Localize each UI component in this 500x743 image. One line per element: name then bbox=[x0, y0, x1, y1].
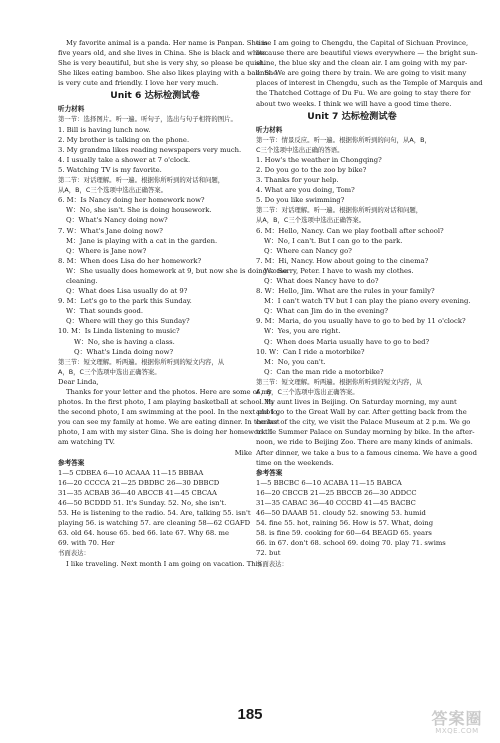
text-line: 10. W：Can I ride a motorbike? bbox=[256, 347, 365, 356]
text-line: 5. Do you like swimming? bbox=[256, 196, 345, 205]
text-line: Mike bbox=[234, 448, 252, 457]
text-line: 第三节：短文理解。听两遍。根据你所听到的短文内容，从 bbox=[58, 357, 225, 366]
watermark-logo bbox=[418, 708, 496, 738]
text-line: 第一节：情景反应。听一遍。根据你所听到的问句，从A，B， bbox=[256, 135, 431, 144]
text-line: 第一节：选择图片。听一遍。听句子，选出与句子相符的图片。 bbox=[58, 115, 237, 124]
text-line: and I go to the Great Wall by car. After getting back from the bbox=[256, 408, 467, 417]
text-line: Q：Can the man ride a motorbike? bbox=[264, 367, 384, 376]
text-line: 4. I usually take a shower at 7 o'clock. bbox=[58, 155, 191, 164]
text-line: W：Yes, you are right. bbox=[264, 327, 341, 336]
text-line: W：No, she isn't. She is doing housework. bbox=[66, 206, 212, 215]
text-line: you can see my family at home. We are eating dinner. In the last bbox=[58, 418, 280, 427]
text-line: to the Summer Palace on Sunday morning by bike. In the after- bbox=[256, 428, 475, 437]
text-line: After dinner, we take a bus to a famous cinema. We have a good bbox=[256, 448, 477, 457]
text-line: 16—20 CCCCA 21—25 DBDBC 26—30 DBBCD bbox=[58, 478, 220, 487]
text-line: A，B，C三个选项中选出正确答案。 bbox=[256, 388, 359, 396]
text-line: 4. What are you doing, Tom? bbox=[256, 186, 355, 195]
text-line: 58. is fine 59. cooking for 60—64 BEAGD 65. years bbox=[256, 529, 432, 538]
text-line: 6. M：Hello, Nancy. Can we play football after school? bbox=[256, 226, 444, 235]
text-line: 1. Bill is having lunch now. bbox=[58, 125, 151, 134]
text-line: Q：When does Maria usually have to go to bed? bbox=[264, 337, 430, 346]
right-column bbox=[256, 38, 483, 569]
text-line: because there are beautiful views everywhere — the bright sun- bbox=[256, 49, 478, 58]
text-line: 从A，B，C三个选项中选出正确答案。 bbox=[256, 216, 366, 225]
text-line: Q：What can Jim do in the evening? bbox=[264, 307, 388, 316]
text-line: 2. My brother is talking on the phone. bbox=[58, 135, 190, 144]
text-line: 10. M：Is Linda listening to music? bbox=[58, 327, 180, 336]
text-line: Q：Where can Nancy go? bbox=[264, 246, 352, 255]
text-line: 31—35 CABAC 36—40 CCCBD 41—45 BACBC bbox=[256, 498, 416, 507]
text-line: W：No, she is having a class. bbox=[74, 337, 175, 346]
page-number: 185 bbox=[237, 706, 263, 723]
text-line: 3. Thanks for your help. bbox=[256, 176, 339, 185]
text-line: 9. M：Let's go to the park this Sunday. bbox=[58, 297, 192, 306]
text-line: Q：Where is Jane now? bbox=[66, 246, 147, 255]
section-label: 参考答案 bbox=[58, 458, 85, 467]
text-line: W：She usually does homework at 9, but now she is doing some bbox=[66, 266, 288, 275]
text-line: I like traveling. Next month I am going on vacation. This bbox=[66, 559, 262, 568]
section-label: 参考答案 bbox=[256, 468, 283, 477]
text-line: 54. fine 55. hot, raining 56. How is 57. What, doing bbox=[256, 519, 434, 528]
text-line: 从A，B，C三个选项中选出正确答案。 bbox=[58, 186, 168, 195]
text-line: 69. with 70. Her bbox=[58, 539, 115, 548]
text-line: 3. My grandma likes reading newspapers very much. bbox=[58, 145, 242, 154]
text-line: is very cute and friendly. I love her very much. bbox=[58, 79, 219, 88]
text-line: 书面表达： bbox=[256, 559, 288, 568]
unit-heading: Unit 7 达标检测试卷 bbox=[307, 110, 397, 122]
text-line: My aunt lives in Beijing. On Saturday morning, my aunt bbox=[264, 398, 457, 407]
text-line: 46—50 BCDDD 51. It's Sunday. 52. No, she isn't. bbox=[58, 498, 227, 507]
text-line: 书面表达： bbox=[58, 549, 90, 558]
text-line: 1. How's the weather in Chongqing? bbox=[256, 155, 382, 164]
text-line: Thanks for your letter and the photos. Here are some of my bbox=[66, 388, 272, 396]
text-line: 72. but bbox=[256, 549, 281, 558]
text-line: 63. old 64. house 65. bed 66. late 67. Why 68. me bbox=[58, 529, 229, 538]
text-line: M：No, you can't. bbox=[264, 357, 326, 366]
text-line: Q：What's Linda doing now? bbox=[74, 347, 174, 356]
text-line: Q：Where will they go this Sunday? bbox=[66, 317, 190, 326]
text-line: 第三节：短文理解。听两遍。根据你所听到的短文内容，从 bbox=[256, 377, 423, 386]
text-line: C三个选项中选出正确的答语。 bbox=[256, 145, 344, 154]
text-line: Q：What does Lisa usually do at 9? bbox=[66, 287, 188, 296]
text-line: 31—35 ACBAB 36—40 ABCCB 41—45 CBCAA bbox=[58, 488, 217, 497]
text-line: A，B，C三个选项中选出正确答案。 bbox=[58, 367, 161, 376]
text-line: 第二节：对话理解。听一遍。根据你所听到的对话和问题， bbox=[58, 176, 225, 185]
text-line: center of the city, we visit the Palace Museum at 2 p.m. We go bbox=[256, 418, 471, 427]
text-line: M：I can't watch TV but I can play the piano every evening. bbox=[264, 297, 471, 306]
text-line: five years old, and she lives in China. She is black and white. bbox=[58, 49, 269, 58]
section-label: 听力材料 bbox=[58, 105, 85, 114]
text-line: She is very beautiful, but she is very shy, so please be quiet. bbox=[58, 59, 266, 68]
watermark-url: MXQE.COM bbox=[435, 726, 479, 735]
text-line: 8. M：When does Lisa do her homework? bbox=[58, 256, 202, 265]
watermark-logo-text: 答案圈 bbox=[431, 708, 483, 728]
text-line: cleaning. bbox=[66, 276, 98, 285]
text-line: 8. W：Hello, Jim. What are the rules in your family? bbox=[256, 287, 435, 296]
text-line: the second photo, I am swimming at the pool. In the next photo, bbox=[58, 408, 280, 417]
text-line: ents. We are going there by train. We are going to visit many bbox=[256, 69, 467, 78]
text-line: the Thatched Cottage of Du Fu. We are going to stay there for bbox=[256, 89, 471, 98]
text-line: Q：What does Nancy have to do? bbox=[264, 276, 379, 285]
section-label: 听力材料 bbox=[256, 125, 283, 134]
text-line: 7. W：What's Jane doing now? bbox=[58, 226, 163, 235]
text-line: playing 56. is watching 57. are cleaning 58—62 CGAFD bbox=[58, 519, 251, 528]
text-line: Dear Linda, bbox=[58, 377, 99, 386]
text-line: My favorite animal is a panda. Her name is Panpan. She is bbox=[66, 39, 268, 47]
text-line: 7. M：Hi, Nancy. How about going to the cinema? bbox=[256, 256, 429, 265]
text-line: 5. Watching TV is my favorite. bbox=[58, 165, 162, 174]
text-line: 1—5 CDBEA 6—10 ACAAA 11—15 BBBAA bbox=[58, 468, 204, 477]
text-line: time I am going to Chengdu, the Capital of Sichuan Province, bbox=[256, 39, 469, 47]
text-line: about two weeks. I think we will have a good time there. bbox=[256, 99, 452, 108]
text-line: am watching TV. bbox=[58, 438, 115, 447]
text-line: 66. in 67. don't 68. school 69. doing 70. play 71. swims bbox=[256, 539, 446, 548]
text-line: 6. M：Is Nancy doing her homework now? bbox=[58, 196, 205, 205]
text-line: 第二节：对话理解。听一遍。根据你所听到的对话和问题， bbox=[256, 206, 423, 215]
text-line: photo, I am with my sister Gina. She is doing her homework. I bbox=[58, 428, 273, 437]
text-line: W：That sounds good. bbox=[66, 307, 144, 316]
text-line: noon, we ride to Beijing Zoo. There are many kinds of animals. bbox=[256, 438, 473, 447]
text-line: She likes eating bamboo. She also likes playing with a ball. She bbox=[58, 69, 278, 78]
unit-heading: Unit 6 达标检测试卷 bbox=[110, 90, 200, 102]
text-line: M：Jane is playing with a cat in the garden. bbox=[66, 236, 218, 245]
text-line: Q：What's Nancy doing now? bbox=[66, 216, 168, 225]
text-line: places of interest in Chengdu, such as the Temple of Marquis and bbox=[256, 79, 483, 88]
text-line: W：Sorry, Peter. I have to wash my clothes. bbox=[264, 266, 414, 275]
text-line: 2. Do you go to the zoo by bike? bbox=[256, 165, 367, 174]
text-line: 53. He is listening to the radio. 54. Are, talking 55. isn't bbox=[58, 509, 251, 518]
text-line: 46—50 DAAAB 51. cloudy 52. snowing 53. humid bbox=[256, 509, 426, 518]
text-line: time on the weekends. bbox=[256, 458, 334, 467]
text-line: photos. In the first photo, I am playing basketball at school. In bbox=[58, 398, 274, 407]
text-line: 16—20 CBCCB 21—25 BBCCB 26—30 ADDCC bbox=[256, 488, 417, 497]
text-line: 9. M：Maria, do you usually have to go to bed by 11 o'clock? bbox=[256, 317, 466, 326]
text-line: shine, the blue sky and the clean air. I am going with my par- bbox=[256, 59, 468, 68]
text-line: W：No, I can't. But I can go to the park. bbox=[264, 236, 403, 245]
text-line: 1—5 BBCBC 6—10 ACABA 11—15 BABCA bbox=[256, 478, 402, 487]
